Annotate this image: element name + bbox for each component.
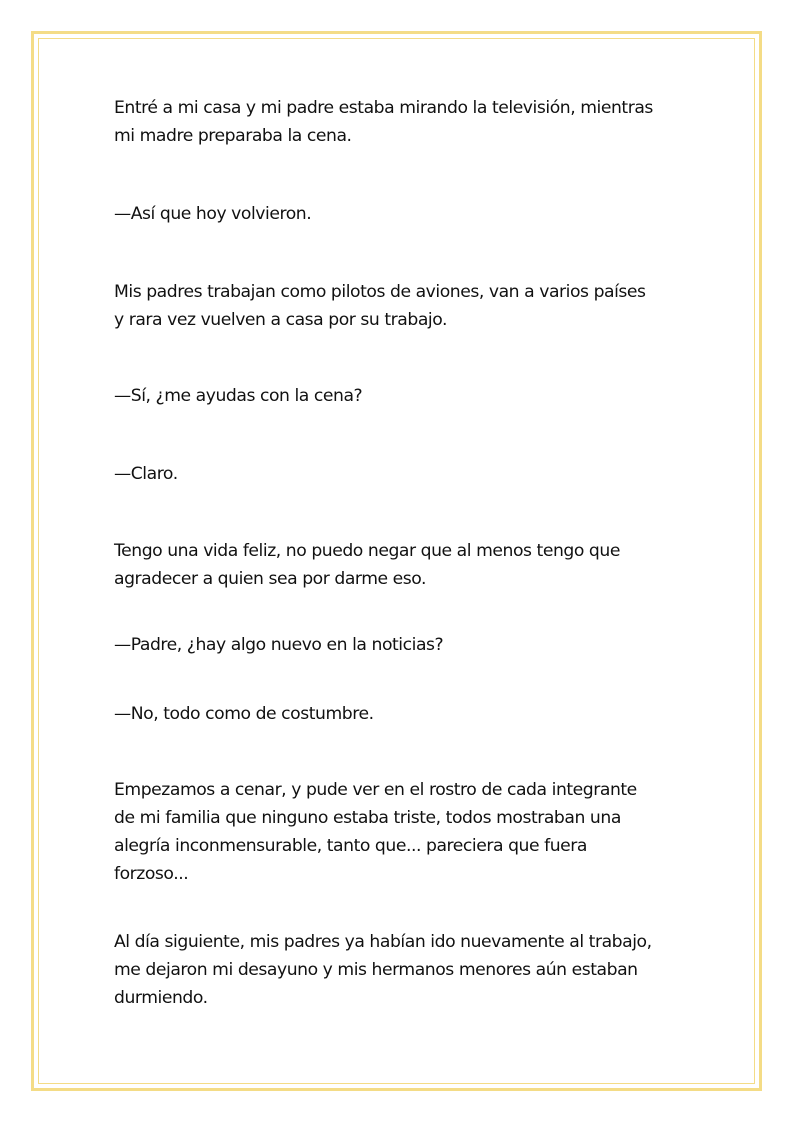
paragraph bbox=[114, 776, 704, 888]
text-line: —Sí, ¿me ayudas con la cena? bbox=[114, 386, 363, 406]
paragraph bbox=[114, 537, 704, 593]
text-line: alegría inconmensurable, tanto que... pareciera que fuera bbox=[114, 836, 587, 856]
text-line: Tengo una vida feliz, no puedo negar que al menos tengo que bbox=[114, 541, 620, 561]
dialogue-line bbox=[114, 700, 704, 728]
text-line: —Padre, ¿hay algo nuevo en la noticias? bbox=[114, 635, 444, 655]
text-line: Empezamos a cenar, y pude ver en el rostro de cada integrante bbox=[114, 780, 637, 800]
paragraph bbox=[114, 278, 704, 334]
text-line: —No, todo como de costumbre. bbox=[114, 704, 374, 724]
dialogue-line bbox=[114, 631, 704, 659]
dialogue-line bbox=[114, 382, 704, 410]
dialogue-line bbox=[114, 200, 704, 228]
text-line: durmiendo. bbox=[114, 988, 208, 1008]
text-line: Al día siguiente, mis padres ya habían ido nuevamente al trabajo, bbox=[114, 932, 652, 952]
text-line: de mi familia que ninguno estaba triste, todos mostraban una bbox=[114, 808, 621, 828]
text-line: —Así que hoy volvieron. bbox=[114, 204, 312, 224]
text-line: mi madre preparaba la cena. bbox=[114, 126, 352, 146]
text-line: —Claro. bbox=[114, 464, 178, 484]
paragraph bbox=[114, 928, 704, 1012]
text-line: me dejaron mi desayuno y mis hermanos menores aún estaban bbox=[114, 960, 638, 980]
text-line: y rara vez vuelven a casa por su trabajo. bbox=[114, 310, 448, 330]
dialogue-line bbox=[114, 460, 704, 488]
text-line: forzoso... bbox=[114, 864, 189, 884]
text-line: Mis padres trabajan como pilotos de aviones, van a varios países bbox=[114, 282, 646, 302]
text-line: Entré a mi casa y mi padre estaba mirando la televisión, mientras bbox=[114, 98, 653, 118]
text-line: agradecer a quien sea por darme eso. bbox=[114, 569, 427, 589]
paragraph bbox=[114, 94, 704, 150]
